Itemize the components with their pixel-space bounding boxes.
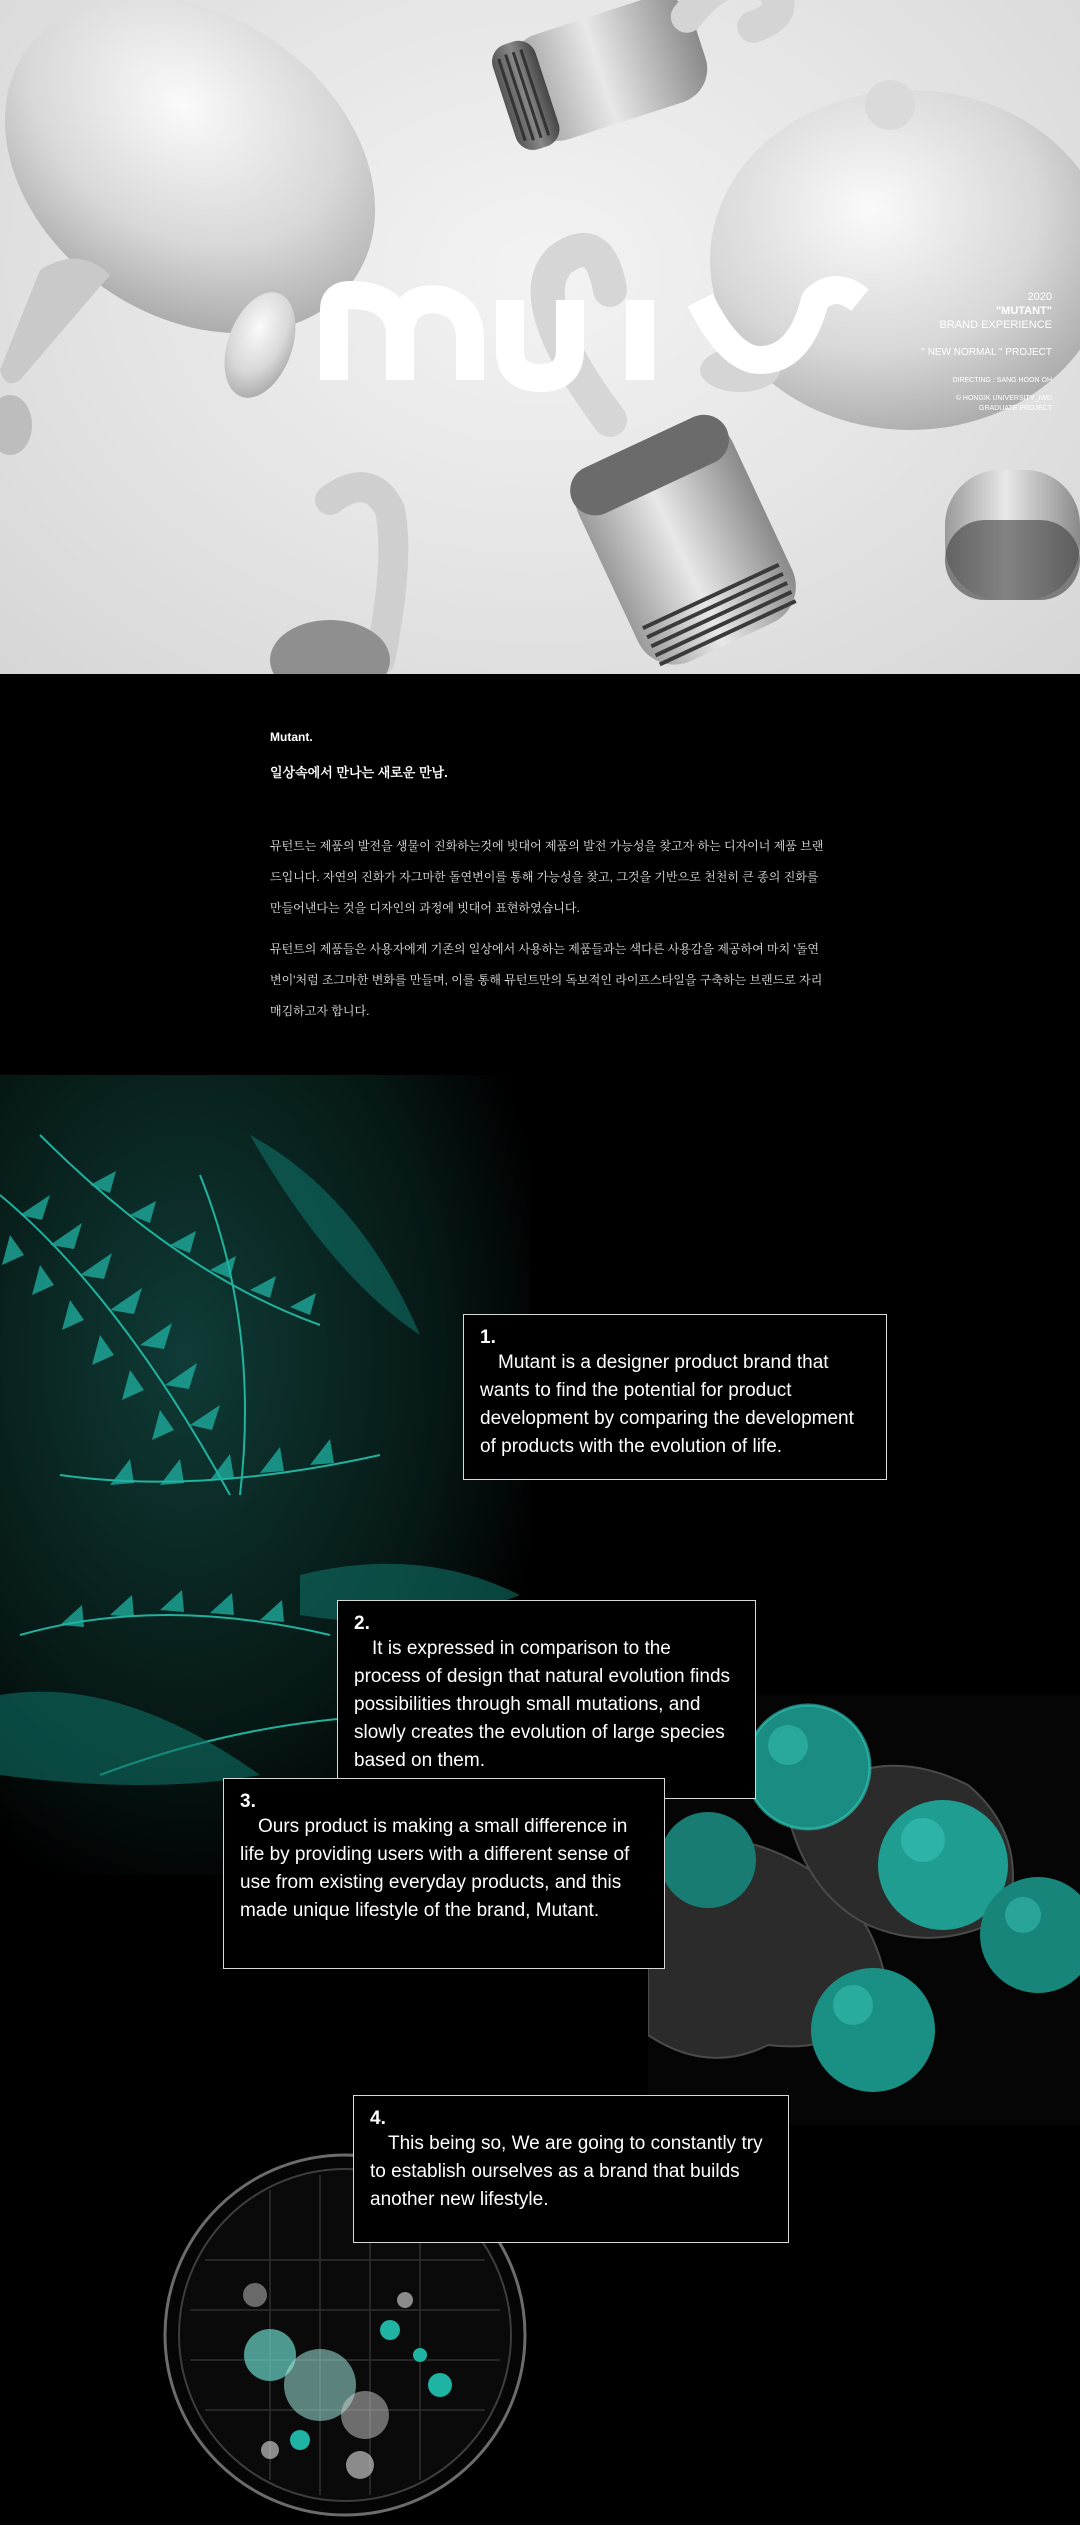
feature-card-1 [463, 1314, 887, 1480]
hero-project: " NEW NORMAL " PROJECT [921, 347, 1052, 358]
feature-text-1: Mutant is a designer product brand that wants to find the potential for product development by comparing the development of products with the evolution of life. [480, 1352, 854, 1457]
hero-directing: DIRECTING : SANG HOON OH [952, 377, 1052, 384]
left-pot-shape [0, 0, 440, 455]
hero-subtitle: BRAND EXPERIENCE [939, 319, 1052, 331]
brand-name: Mutant. [270, 730, 313, 744]
hero-graduate: GRADUATE PROJECT [979, 405, 1052, 412]
bottom-hook-shape [270, 487, 393, 674]
top-cylinder-shape [487, 0, 799, 155]
intro-paragraph-2: 뮤턴트의 제품들은 사용자에게 기존의 일상에서 사용하는 제품들과는 색다른 사용감을 제공하여 마치 '돌연변이'처럼 조그마한 변화를 만들며, 이를 통해 뮤턴트만의 독보적인 라이프스타일을 구축하는 브랜드로 자리매김하고자 합니다. [270, 942, 823, 1018]
feature-text-2: It is expressed in comparison to the process of design that natural evolution finds possibilities through small mutations, and slowly creates the evolution of large species based on them. [354, 1638, 731, 1771]
hero-university: © HONGIK UNIVERSITY_IWD [955, 395, 1052, 402]
feature-number-3: 3. [240, 1791, 256, 1812]
feature-number-4: 4. [370, 2108, 386, 2129]
feature-card-2 [337, 1600, 756, 1799]
feature-text-3: Ours product is making a small difference in life by providing users with a different sense of use from existing everyday products, and this made unique lifestyle of the brand, Mutant. [240, 1816, 630, 1921]
intro-section [270, 730, 830, 1037]
hero-info-block [921, 290, 1052, 414]
brand-tagline: 일상속에서 만나는 새로운 만남. [270, 765, 448, 780]
product-render-image [0, 0, 1080, 674]
hero-title: "MUTANT" [995, 305, 1052, 317]
hero-year: 2020 [1027, 291, 1052, 303]
intro-paragraph-1: 뮤턴트는 제품의 발전을 생물이 진화하는것에 빗대어 제품의 발전 가능성을 찾고자 하는 디자이너 제품 브랜드입니다. 자연의 진화가 자그마한 돌연변이를 통해 가능성을 찾고, 그것을 기반으로 천천히 큰 종의 진화를 만들어낸다는 것을 디자인의 과정에 빗대어 표현하였습니다. [270, 839, 824, 915]
feature-number-2: 2. [354, 1613, 370, 1634]
feature-card-3 [223, 1778, 665, 1969]
feature-card-4 [353, 2095, 789, 2243]
hero-section [0, 0, 1080, 674]
feature-text-4: This being so, We are going to constantly try to establish ourselves as a brand that builds another new lifestyle. [370, 2133, 763, 2210]
feature-number-1: 1. [480, 1327, 496, 1348]
